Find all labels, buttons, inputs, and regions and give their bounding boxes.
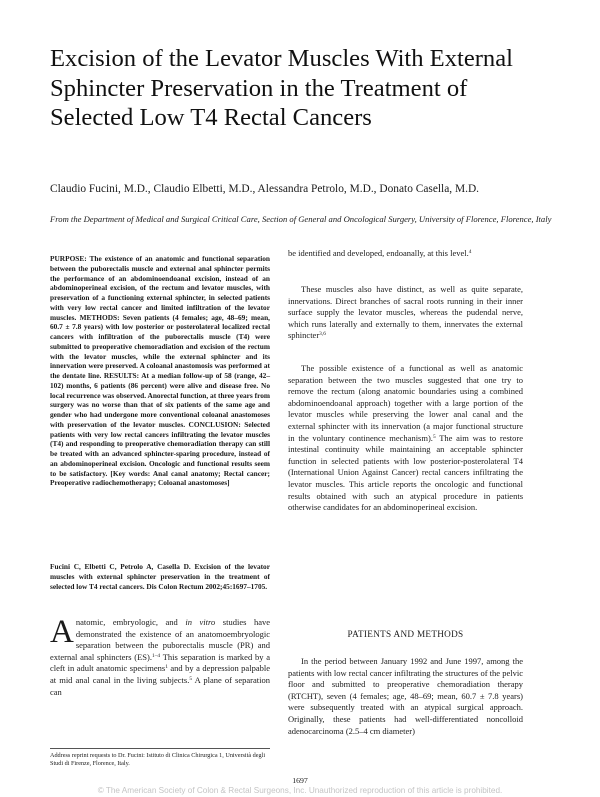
right-paragraph-2 — [288, 284, 523, 342]
footnote: Address reprint requests to Dr. Fucini: Istituto di Clinica Chirurgica 1, Università degli Studi di Firenze, Florence, Italy. — [50, 752, 266, 768]
reference-marker: 1–4 — [152, 652, 161, 659]
intro-text-3: This separation is marked by a cleft in adult anatomic specimens — [50, 651, 270, 674]
intro-text-4: and by a depression palpable at mid anal canal in the living subjects. — [50, 663, 270, 685]
right-paragraph-3 — [288, 363, 523, 514]
right-paragraph-4: In the period between January 1992 and June 1997, among the patients with low rectal cancer infiltrating the structures of the pelvic floor and submitted to preoperative chemoradiation therapy (RTCHT), seven (4 females; age, 48–69; mean, 60.7 ± 7.8 years) were subsequently treated with an atypical surgical approach. Originally, these patients had well-differentiated noncolloid adenocarcinoma (2.5–4 cm diameter) — [288, 656, 523, 736]
intro-paragraph — [50, 614, 270, 698]
article-title: Excision of the Levator Muscles With External Sphincter Preservation in the Treatment of Selected Low T4 Rectal Cancers — [50, 45, 513, 131]
section-heading: PATIENTS AND METHODS — [347, 629, 464, 639]
page-number: 1697 — [292, 776, 308, 785]
intro-text-5: A plane of separation can — [50, 674, 270, 697]
reference-marker: 1 — [165, 664, 168, 671]
author-list: Claudio Fucini, M.D., Claudio Elbetti, M.D., Alessandra Petrolo, M.D., Donato Casella, M.D. — [50, 183, 480, 195]
intro-italic: in vitro — [185, 617, 216, 627]
paragraph-text: The possible existence of a functional as well as anatomic separation between the two muscles suggested that one try to remove the rectum (along anatomic boundaries using a combined abdominoendoanal approach) together with a large portion of the levator muscles while preserving the lower anal canal and the external sphincter with its innervation (a major functional structure in the voluntary continence mechanism). — [288, 363, 523, 443]
reference-marker: 5 — [432, 433, 436, 440]
paragraph-text: be identified and developed, endoanally, at this level. — [288, 248, 469, 258]
reference-marker: 3,6 — [319, 331, 326, 338]
intro-text-2: studies have demonstrated the existence of an anatomoembryologic separation between the puborectalis muscle (PR) and external anal sphincters (ES). — [50, 617, 270, 662]
right-paragraph-1 — [288, 248, 523, 260]
copyright-watermark: © The American Society of Colon & Rectal Surgeons, Inc. Unauthorized reproduction of this article is prohibited. — [97, 786, 503, 795]
paragraph-text: The aim was to restore intestinal continuity while maintaining an acceptable sphincter function in selected patients with low posterior-posterolateral T4 (International Union Against Cancer) rectal cancers infiltrating the levator muscles. This article reports the oncologic and functional results obtained with such an atypical procedure in patients otherwise candidates for an abdominoperineal excision. — [288, 432, 523, 513]
paragraph-text: These muscles also have distinct, as well as quite separate, innervations. Direct branches of sacral roots running in their inner surface supply the levator muscles, whereas the pudendal nerve, which runs laterally and externally to them, innervates the external sphincter — [288, 284, 523, 341]
drop-cap: A — [50, 614, 74, 650]
reference-marker: 4 — [468, 249, 472, 255]
reference-marker: 5 — [189, 675, 193, 682]
author-affiliation: From the Department of Medical and Surgical Critical Care, Section of General and Oncological Surgery, University of Florence, Florence, Italy — [50, 214, 552, 224]
abstract: PURPOSE: The existence of an anatomic and functional separation between the puborectalis muscle and external anal sphincter permits the performance of an abdominoendoanal excision, instead of an abdominoperineal excision, of the rectum and levator muscles, with preservation of a functioning external sphincter, in selected patients with very low rectal cancer and limited infiltration of the levator muscles. METHODS: Seven patients (4 females; age, 48–69; mean, 60.7 ± 7.8 years) with low posterior or posterolateral localized rectal cancers with infiltration of the puborectalis muscle (T4) were submitted to preoperative chemoradiation and excision of the rectum with the levator muscles, while the external sphincter and its innervation were preserved. A coloanal anastomosis was performed at the dentate line. RESULTS: At a median follow-up of 58 (range, 42–102) months, 6 patients (86 percent) were alive and disease free. No local recurrence was observed. Anorectal function, at three years from surgery was no worse than that of six patients of the same age and gender who had undergone more conventional coloanal anastomoses with preservation of the levator muscles. CONCLUSION: Selected patients with very low rectal cancers infiltrating the levator muscles (T4) and responding to preoperative chemoradiation therapy can still be treated with an advanced sphincter-sparing procedure, instead of an abdominoperineal excision. Oncologic and functional results seem to be satisfactory. [Key words: Anal canal anatomy; Rectal cancer; Preoperative radiochemotherapy; Coloanal anastomoses] — [50, 254, 270, 488]
citation: Fucini C, Elbetti C, Petrolo A, Casella D. Excision of the levator muscles with external sphincter preservation in the treatment of selected low T4 rectal cancers. Dis Colon Rectum 2002;45:1697–1705. — [50, 562, 270, 591]
intro-text-1: natomic, embryologic, and — [75, 617, 186, 627]
footnote-divider — [50, 748, 270, 749]
